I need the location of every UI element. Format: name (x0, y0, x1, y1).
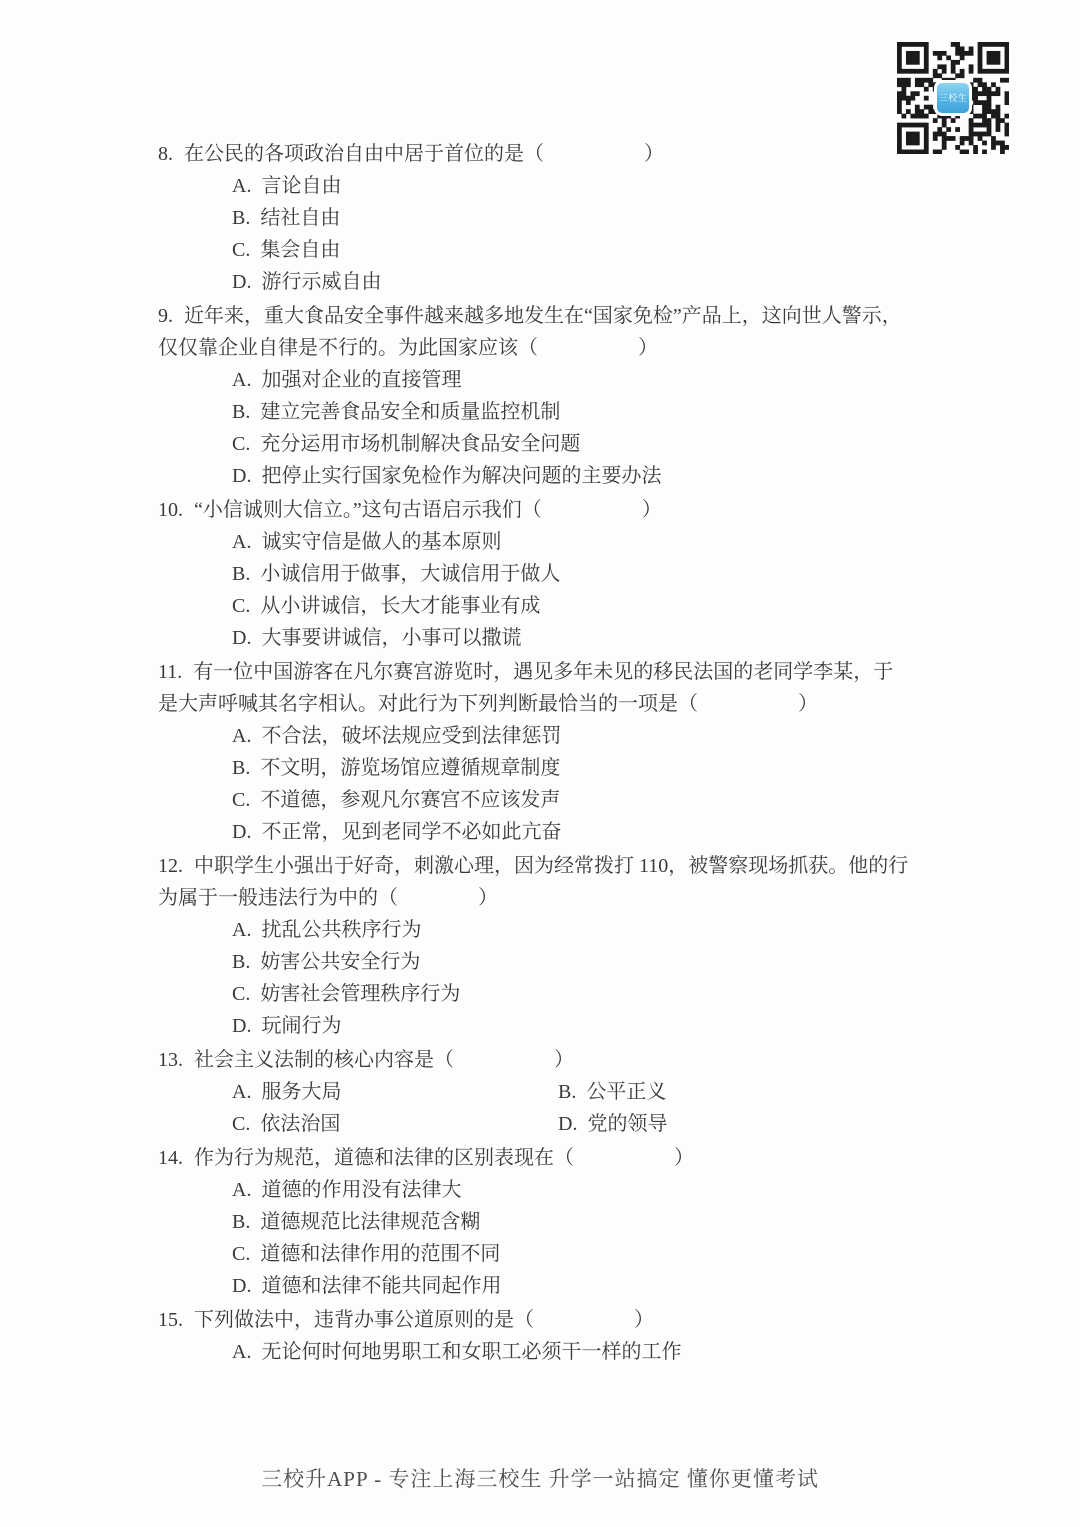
option-row (232, 558, 910, 590)
option-text: 充分运用市场机制解决食品安全问题 (260, 433, 581, 455)
option-label: A. (232, 1081, 252, 1103)
option-text: 集会自由 (260, 239, 341, 261)
question-stem-text: 作为行为规范，道德和法律的区别表现在（ ） (194, 1147, 694, 1169)
option-text: 不合法，破坏法规应受到法律惩罚 (261, 725, 562, 747)
footer-text: 三校升APP - 专注上海三校生 升学一站搞定 懂你更懂考试 (261, 1467, 819, 1491)
question-stem-text: 在公民的各项政治自由中居于首位的是（ ） (184, 143, 664, 165)
question (158, 494, 910, 654)
option-label: A. (232, 1341, 252, 1363)
option-label: B. (232, 207, 251, 229)
option-label: D. (232, 465, 252, 487)
option-text: 无论何时何地男职工和女职工必须干一样的工作 (261, 1341, 682, 1363)
question-stem (158, 300, 910, 364)
question-stem-text: 社会主义法制的核心内容是（ ） (194, 1049, 574, 1071)
option-text: 服务大局 (261, 1081, 342, 1103)
option-row (232, 460, 910, 492)
question-number: 11. (158, 661, 183, 683)
question-number: 14. (158, 1147, 183, 1169)
option-label: B. (232, 563, 251, 585)
option-row (232, 396, 910, 428)
option-label: D. (232, 1015, 252, 1037)
option-row (232, 1206, 910, 1238)
question (158, 1142, 910, 1302)
question-number: 10. (158, 499, 183, 521)
options-list (158, 720, 910, 848)
option-text: 依法治国 (260, 1113, 341, 1135)
option-label: B. (232, 401, 251, 423)
options-list (158, 526, 910, 654)
option-text: 游行示威自由 (261, 271, 382, 293)
option-label: D. (232, 271, 252, 293)
option-text: 道德和法律作用的范围不同 (260, 1243, 501, 1265)
option-label: A. (232, 175, 252, 197)
option-text: 建立完善食品安全和质量监控机制 (260, 401, 561, 423)
option-label: C. (232, 433, 251, 455)
option-row (232, 978, 910, 1010)
question-stem (158, 1044, 910, 1076)
option-row (232, 914, 910, 946)
option-row (558, 1108, 910, 1140)
question-stem (158, 494, 910, 526)
option-text: 小诚信用于做事，大诚信用于做人 (260, 563, 561, 585)
option-row (232, 428, 910, 460)
option-label: D. (232, 821, 252, 843)
option-label: C. (232, 1113, 251, 1135)
option-text: 不正常，见到老同学不必如此亢奋 (261, 821, 562, 843)
option-row (232, 234, 910, 266)
option-label: C. (232, 1243, 251, 1265)
question-stem (158, 656, 910, 720)
option-label: C. (232, 239, 251, 261)
question-stem-text: 有一位中国游客在凡尔赛宫游览时，遇见多年未见的移民法国的老同学李某，于是大声呼喊其名字相认。对此行为下列判断最恰当的一项是（ ） (158, 661, 894, 715)
options-list (158, 170, 910, 298)
question-stem-text: 下列做法中，违背办事公道原则的是（ ） (194, 1309, 654, 1331)
option-row (232, 526, 910, 558)
options-list (158, 364, 910, 492)
qr-logo-text: 三校生 (938, 93, 968, 103)
option-row (232, 364, 910, 396)
option-text: 不道德，参观凡尔赛宫不应该发声 (260, 789, 561, 811)
questions-list (158, 136, 910, 1368)
options-list (232, 1076, 910, 1140)
options-list (158, 1336, 910, 1368)
option-text: 妨害公共安全行为 (260, 951, 421, 973)
question-stem-text: 中职学生小强出于好奇，刺激心理，因为经常拨打 110，被警察现场抓获。他的行为属于一般违法行为中的（ ） (158, 855, 909, 909)
option-label: A. (232, 725, 252, 747)
option-row (232, 784, 910, 816)
option-row (232, 1174, 910, 1206)
option-row (558, 1076, 910, 1108)
option-label: C. (232, 983, 251, 1005)
option-text: 从小讲诚信，长大才能事业有成 (260, 595, 541, 617)
option-row (232, 946, 910, 978)
question (158, 138, 910, 298)
option-row (232, 590, 910, 622)
option-row (232, 622, 910, 654)
option-row (232, 170, 910, 202)
option-text: 结社自由 (260, 207, 341, 229)
option-row (232, 1238, 910, 1270)
option-row (232, 266, 910, 298)
option-text: 玩闹行为 (261, 1015, 342, 1037)
question-stem (158, 138, 910, 170)
option-text: 诚实守信是做人的基本原则 (261, 531, 502, 553)
qr-code (897, 42, 1009, 154)
option-text: 大事要讲诚信，小事可以撒谎 (261, 627, 522, 649)
question-stem-text: “小信诚则大信立。”这句古语启示我们（ ） (194, 499, 662, 521)
question-stem (158, 1142, 910, 1174)
question-stem-text: 近年来，重大食品安全事件越来越多地发生在“国家免检”产品上，这向世人警示，仅仅靠企业自律是不行的。为此国家应该（ ） (158, 305, 902, 359)
option-label: D. (558, 1113, 578, 1135)
option-row (232, 1108, 558, 1140)
option-label: D. (232, 1275, 252, 1297)
question-number: 9. (158, 305, 173, 327)
question-number: 8. (158, 143, 173, 165)
question-number: 15. (158, 1309, 183, 1331)
option-label: B. (232, 951, 251, 973)
option-row (232, 1336, 910, 1368)
qr-logo (934, 80, 972, 116)
option-text: 道德规范比法律规范含糊 (260, 1211, 481, 1233)
option-label: B. (232, 1211, 251, 1233)
option-text: 道德的作用没有法律大 (261, 1179, 462, 1201)
option-label: D. (232, 627, 252, 649)
option-text: 加强对企业的直接管理 (261, 369, 462, 391)
question-stem (158, 850, 910, 914)
option-label: C. (232, 789, 251, 811)
option-label: A. (232, 919, 252, 941)
option-text: 妨害社会管理秩序行为 (260, 983, 461, 1005)
question (158, 1304, 910, 1368)
question (158, 1044, 910, 1140)
option-row (232, 1076, 558, 1108)
question (158, 850, 910, 1042)
options-list (158, 1174, 910, 1302)
option-row (232, 1270, 910, 1302)
option-text: 不文明，游览场馆应遵循规章制度 (260, 757, 561, 779)
option-row (232, 720, 910, 752)
option-label: A. (232, 1179, 252, 1201)
option-label: A. (232, 369, 252, 391)
option-text: 公平正义 (586, 1081, 667, 1103)
question-number: 12. (158, 855, 183, 877)
option-row (232, 816, 910, 848)
option-text: 把停止实行国家免检作为解决问题的主要办法 (261, 465, 662, 487)
option-label: B. (232, 757, 251, 779)
option-text: 言论自由 (261, 175, 342, 197)
option-label: B. (558, 1081, 577, 1103)
question (158, 656, 910, 848)
option-text: 道德和法律不能共同起作用 (261, 1275, 502, 1297)
option-row (232, 202, 910, 234)
option-text: 扰乱公共秩序行为 (261, 919, 422, 941)
question (158, 300, 910, 492)
question-number: 13. (158, 1049, 183, 1071)
option-text: 党的领导 (587, 1113, 668, 1135)
question-stem (158, 1304, 910, 1336)
option-label: A. (232, 531, 252, 553)
option-row (232, 1010, 910, 1042)
options-list (158, 914, 910, 1042)
option-label: C. (232, 595, 251, 617)
option-row (232, 752, 910, 784)
